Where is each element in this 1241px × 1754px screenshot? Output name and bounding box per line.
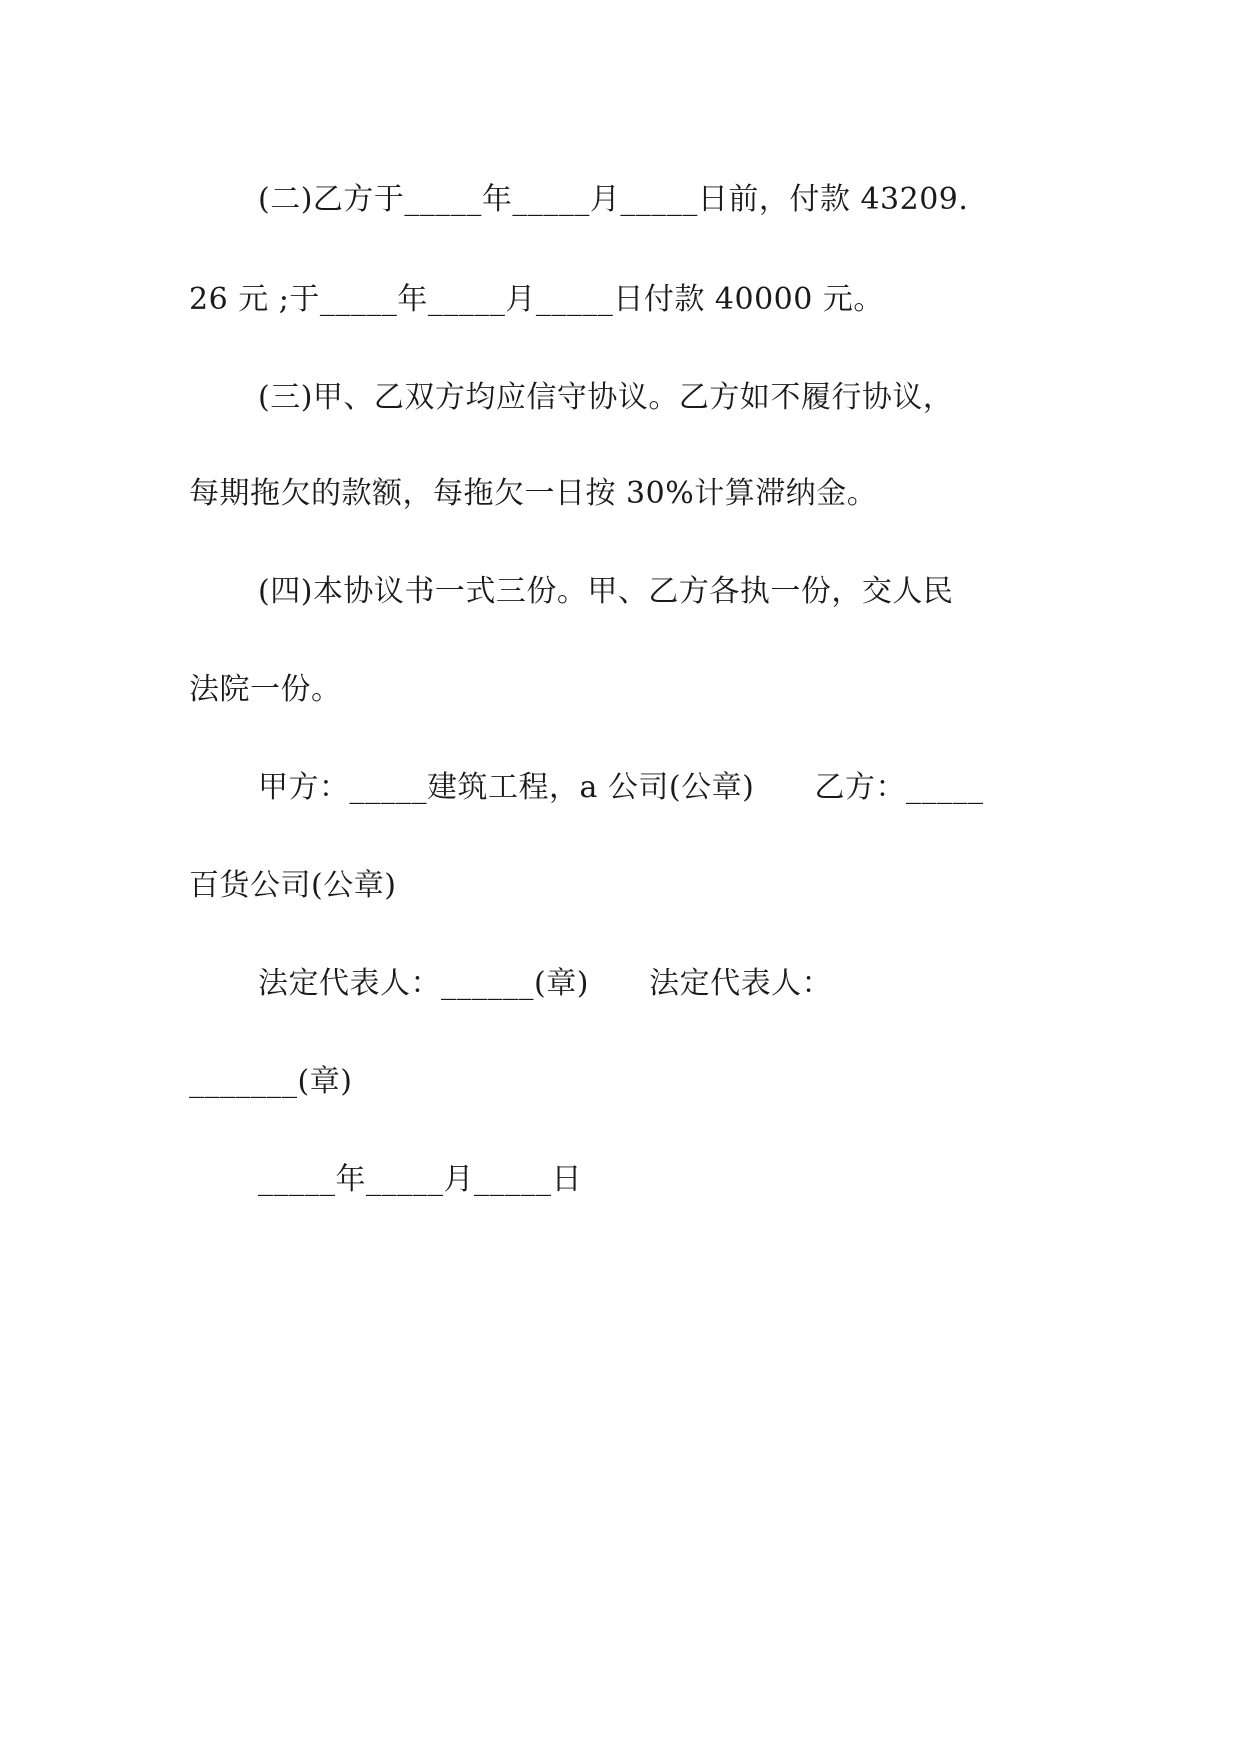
date-line: _____年_____月_____日 xyxy=(258,1162,582,1197)
clause-4-line-2: 法院一份。 xyxy=(189,672,342,707)
clause-4-line-1: (四)本协议书一式三份。甲、乙方各执一份，交人民 xyxy=(258,574,954,609)
clause-2-line-1: (二)乙方于_____年_____月_____日前，付款 43209. xyxy=(258,182,969,217)
clause-3-line-2: 每期拖欠的款额，每拖欠一日按 30%计算滞纳金。 xyxy=(189,476,878,511)
legal-representative-seal-line: _______(章) xyxy=(189,1064,353,1099)
party-b-company-line: 百货公司(公章) xyxy=(189,868,397,903)
clause-2-line-2: 26 元 ;于_____年_____月_____日付款 40000 元。 xyxy=(189,282,884,317)
legal-representative-line: 法定代表人：______(章) 法定代表人： xyxy=(258,966,833,1001)
clause-3-line-1: (三)甲、乙双方均应信守协议。乙方如不履行协议， xyxy=(258,380,954,415)
party-a-signature-line: 甲方：_____建筑工程，a 公司(公章) 乙方：_____ xyxy=(258,770,984,805)
